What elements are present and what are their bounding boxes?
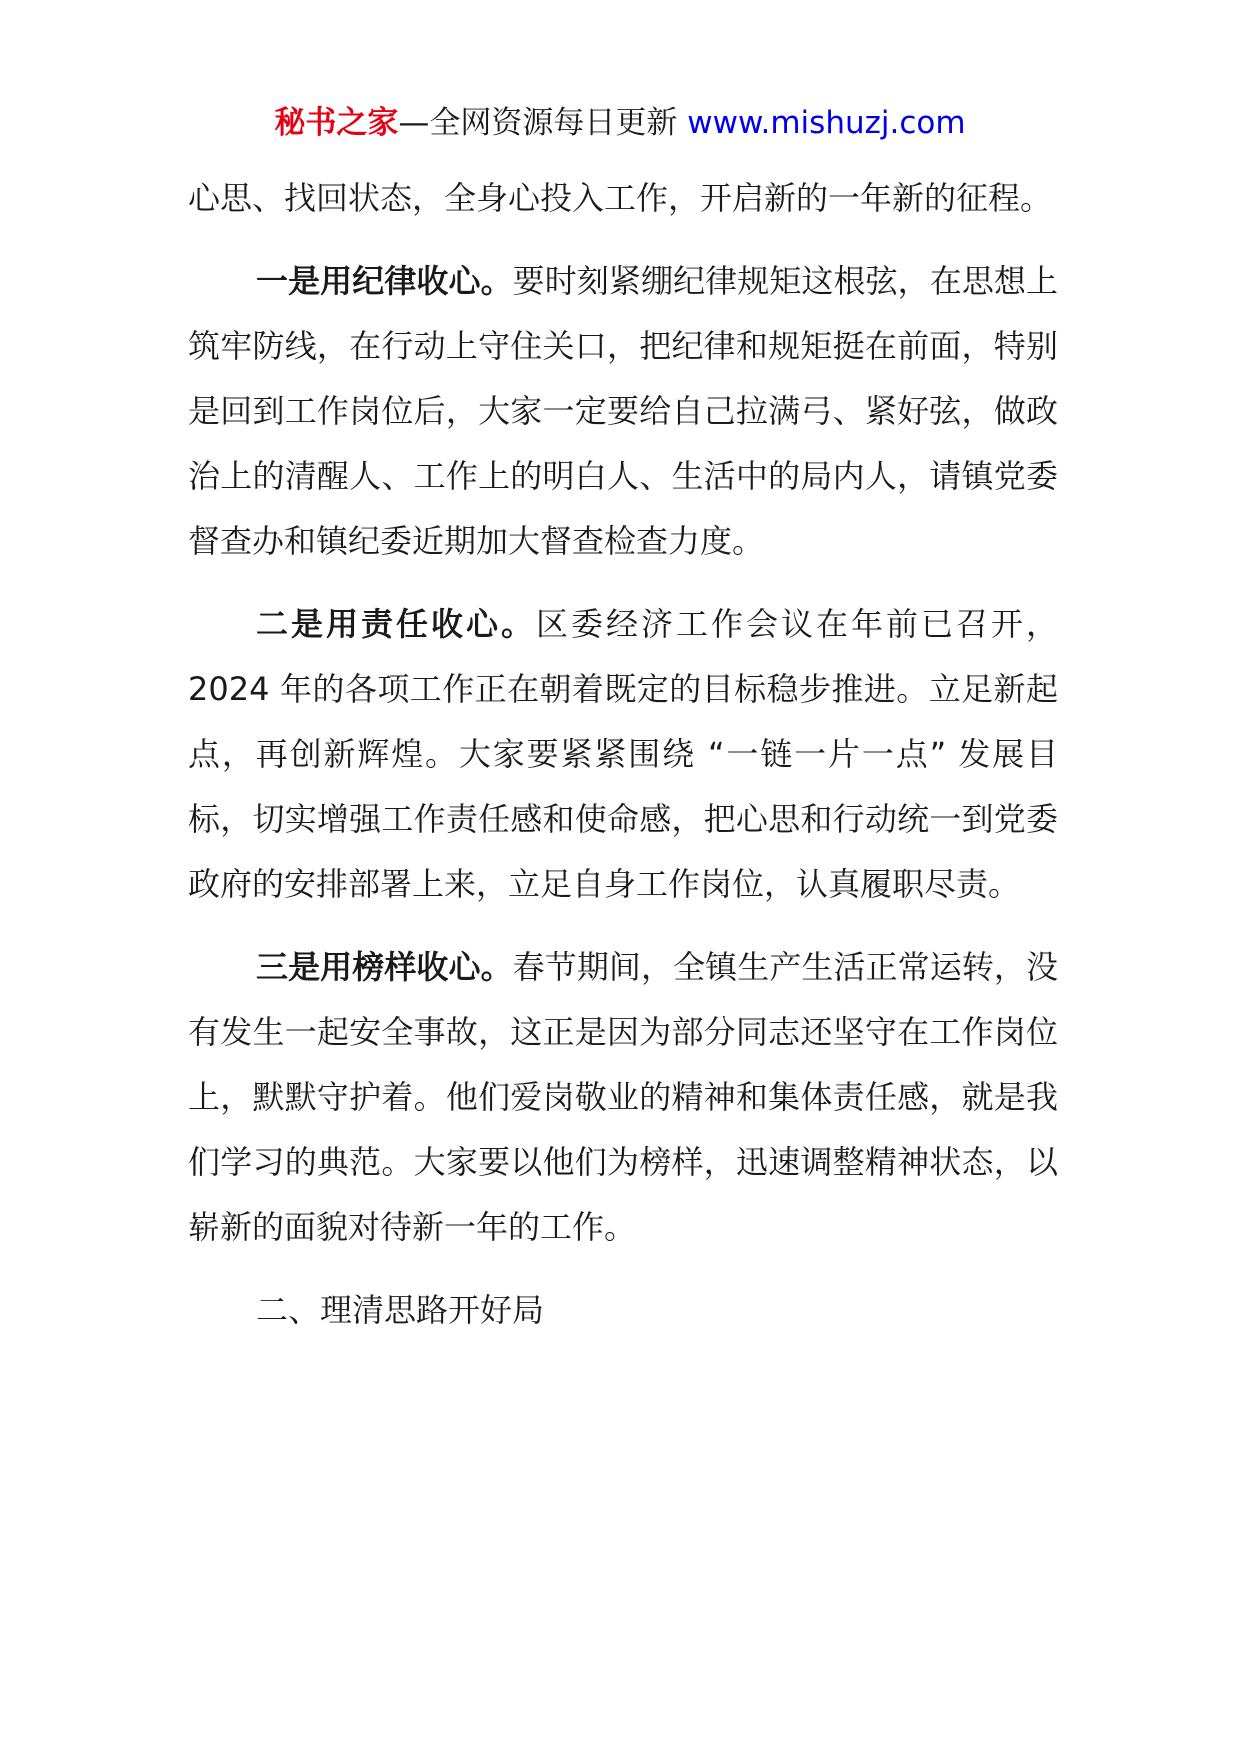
- paragraph-discipline: [188, 249, 1058, 574]
- header-tagline: —全网资源每日更新: [398, 105, 678, 141]
- paragraph-responsibility: [188, 592, 1058, 917]
- document-body: [188, 166, 1058, 1361]
- paragraph-continuation: [188, 166, 1058, 231]
- paragraph-role-model: [188, 935, 1058, 1260]
- site-header: [0, 100, 1240, 146]
- paragraph-lead: 一是用纪律收心。: [256, 262, 513, 300]
- brand-name: 秘书之家: [274, 105, 399, 141]
- paragraph-text: 要时刻紧绷纪律规矩这根弦，在思想上筑牢防线，在行动上守住关口，把纪律和规矩挺在前面，特别是回到工作岗位后，大家一定要给自己拉满弓、紧好弦，做政治上的清醒人、工作上的明白人、生活中的局内人，请镇党委督查办和镇纪委近期加大督查检查力度。: [188, 262, 1058, 560]
- section-heading-text: 二、理清思路开好局: [256, 1291, 545, 1329]
- paragraph-text: 区委经济工作会议在年前已召开，2024 年的各项工作正在朝着既定的目标稳步推进。立足新起点，再创新辉煌。大家要紧紧围绕 “一链一片一点” 发展目标，切实增强工作责任感和使命感，把心思和行动统一到党委政府的安排部署上来，立足自身工作岗位，认真履职尽责。: [188, 605, 1058, 903]
- paragraph-text: 春节期间，全镇生产生活正常运转，没有发生一起安全事故，这正是因为部分同志还坚守在工作岗位上，默默守护着。他们爱岗敬业的精神和集体责任感，就是我们学习的典范。大家要以他们为榜样，迅速调整精神状态，以崭新的面貌对待新一年的工作。: [188, 948, 1058, 1246]
- paragraph-text: 心思、找回状态，全身心投入工作，开启新的一年新的征程。: [188, 179, 1053, 217]
- section-heading: [188, 1278, 1058, 1343]
- paragraph-lead: 二是用责任收心。: [256, 605, 536, 643]
- site-url-link[interactable]: www.mishuzj.com: [687, 105, 966, 141]
- paragraph-lead: 三是用榜样收心。: [256, 948, 513, 986]
